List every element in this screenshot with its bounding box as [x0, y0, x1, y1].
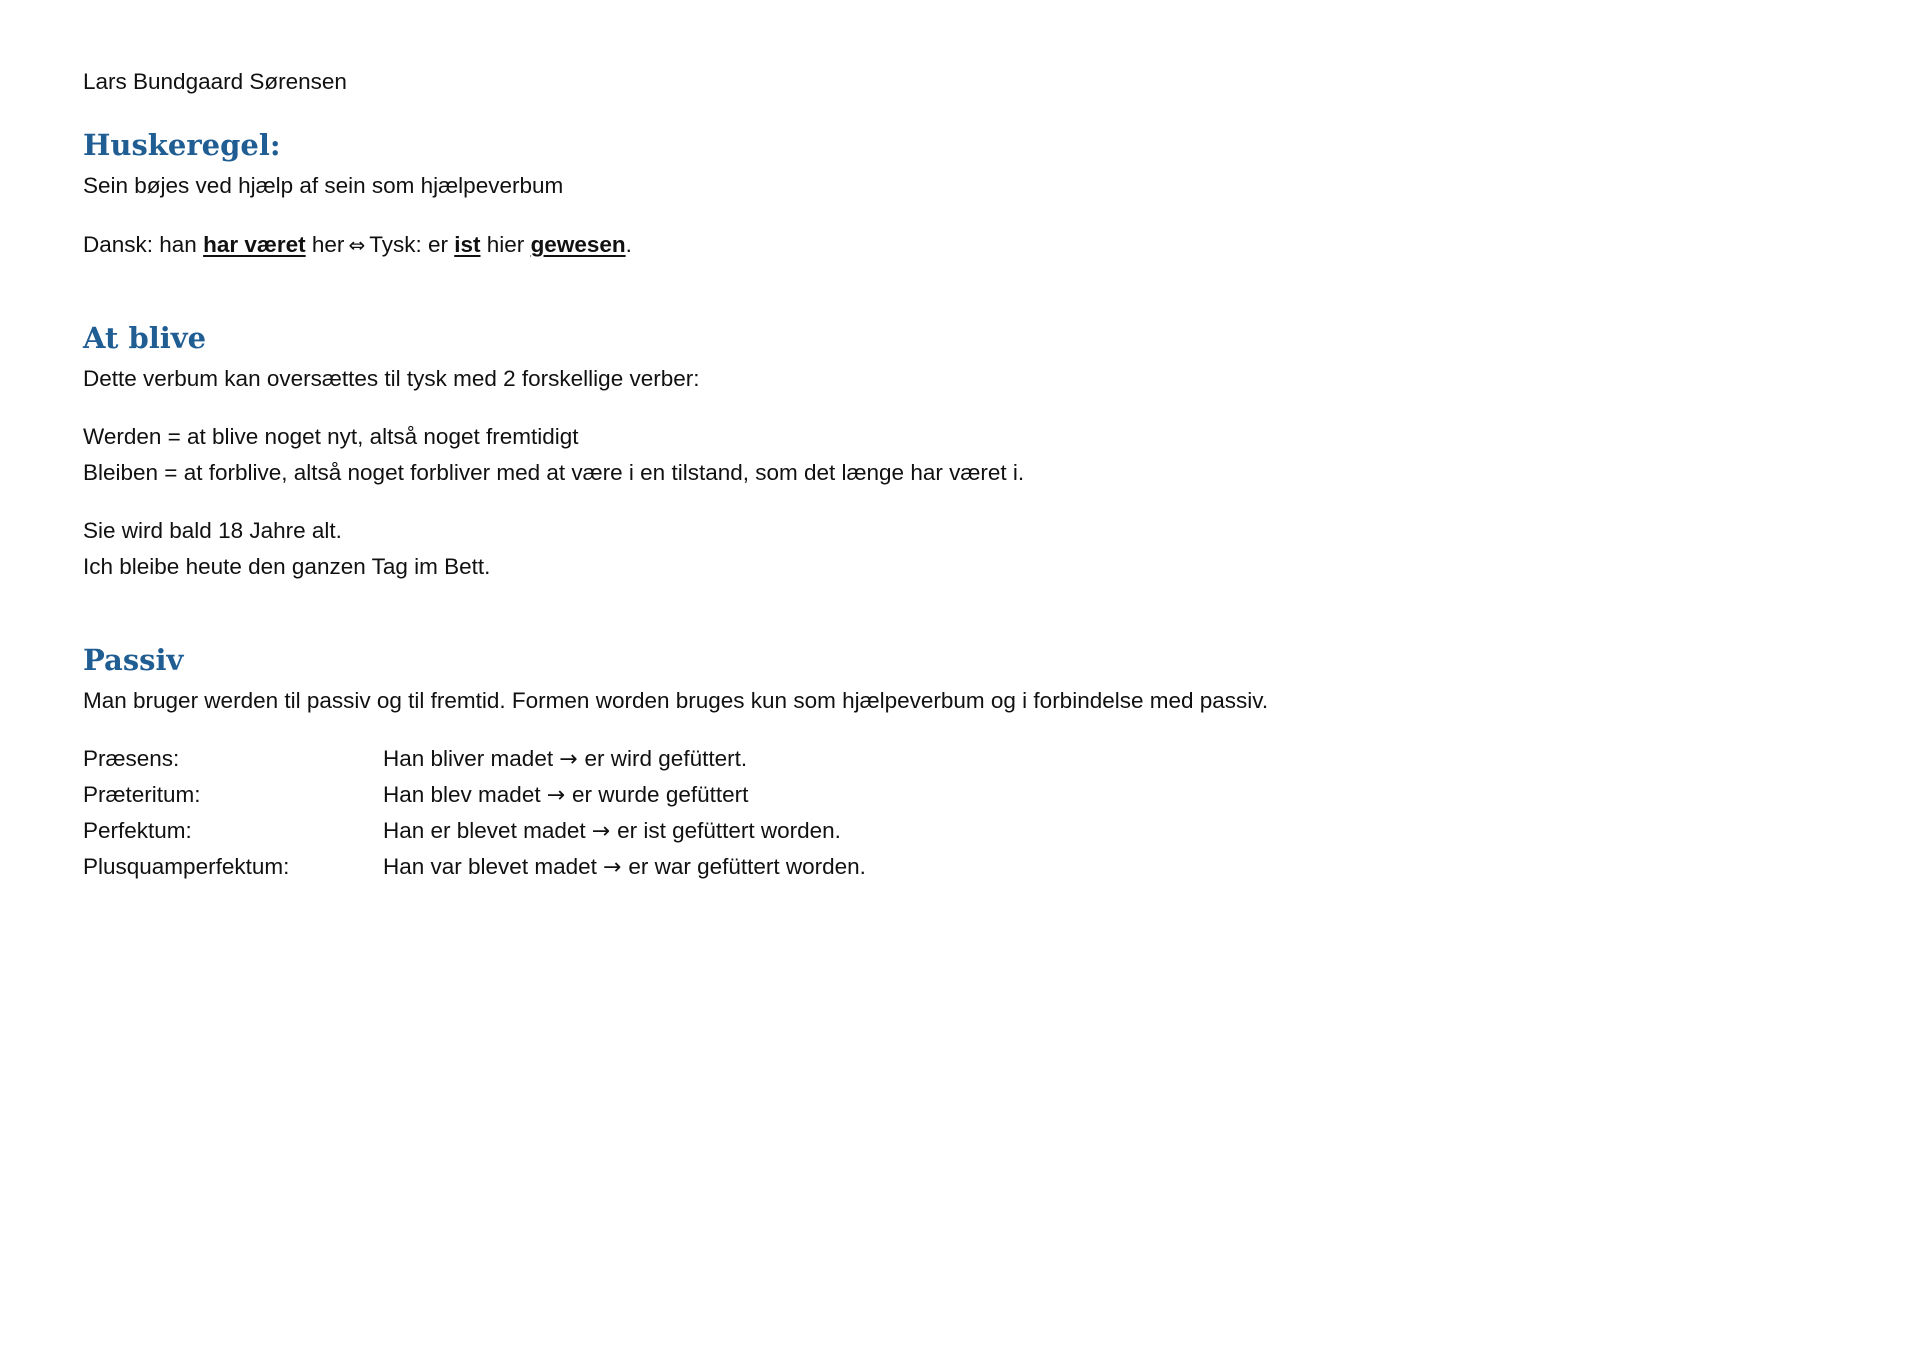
- example-sentence-2: Ich bleibe heute den ganzen Tag im Bett.: [83, 554, 491, 579]
- passiv-row-perfektum: [83, 813, 866, 849]
- german-form: er wird gefüttert.: [584, 746, 748, 771]
- dansk-tysk-example: [83, 227, 632, 263]
- example-sentence-1: Sie wird bald 18 Jahre alt.: [83, 518, 342, 543]
- tense-value: [383, 818, 841, 844]
- tysk-mid: hier: [486, 232, 525, 257]
- dansk-bold-verb: har været: [203, 232, 306, 257]
- tense-label: Præteritum:: [83, 782, 201, 807]
- bleiben-definition: Bleiben = at forblive, altså noget forbliver med at være i en tilstand, som det længe har været i.: [83, 460, 1025, 485]
- passiv-row-plusquamperfektum: [83, 849, 866, 885]
- arrow-right-icon: →: [591, 818, 611, 844]
- tense-value: [383, 854, 866, 880]
- tysk-bold-ist: ist: [454, 232, 481, 257]
- arrow-right-icon: →: [559, 746, 578, 772]
- at-blive-intro: Dette verbum kan oversættes til tysk med 2 forskellige verber:: [83, 366, 700, 391]
- huskeregel-text: Sein bøjes ved hjælp af sein som hjælpeverbum: [83, 173, 564, 198]
- passiv-conjugation-table: [83, 741, 866, 885]
- danish-form: Han bliver madet: [383, 746, 554, 771]
- author-name: Lars Bundgaard Sørensen: [83, 69, 347, 94]
- example-end: .: [625, 232, 632, 257]
- dansk-suffix: her: [311, 232, 345, 257]
- heading-passiv: Passiv: [83, 643, 184, 677]
- heading-huskeregel: Huskeregel:: [83, 128, 281, 162]
- tense-label: Perfektum:: [83, 818, 192, 843]
- passiv-row-praeteritum: [83, 777, 866, 813]
- tense-value: [383, 782, 748, 808]
- danish-form: Han var blevet madet: [383, 854, 597, 879]
- passiv-intro: Man bruger werden til passiv og til fremtid. Formen worden bruges kun som hjælpeverbum og i forbindelse med passiv.: [83, 688, 1269, 713]
- dansk-prefix: Dansk: han: [83, 232, 197, 257]
- double-arrow-icon: ⇔: [348, 233, 366, 257]
- german-form: er wurde gefüttert: [572, 782, 749, 807]
- arrow-right-icon: →: [602, 854, 622, 880]
- german-form: er ist gefüttert worden.: [617, 818, 841, 843]
- tense-label: Plusquamperfektum:: [83, 854, 290, 879]
- heading-at-blive: At blive: [83, 321, 207, 355]
- danish-form: Han blev madet: [383, 782, 541, 807]
- tense-label: Præsens:: [83, 746, 180, 771]
- danish-form: Han er blevet madet: [383, 818, 586, 843]
- tysk-bold-gewesen: gewesen: [530, 232, 626, 257]
- tysk-prefix: Tysk: er: [369, 232, 448, 257]
- arrow-right-icon: →: [546, 782, 566, 808]
- tense-value: [383, 746, 747, 772]
- german-form: er war gefüttert worden.: [628, 854, 866, 879]
- passiv-row-praesens: [83, 741, 866, 777]
- werden-definition: Werden = at blive noget nyt, altså noget fremtidigt: [83, 424, 579, 449]
